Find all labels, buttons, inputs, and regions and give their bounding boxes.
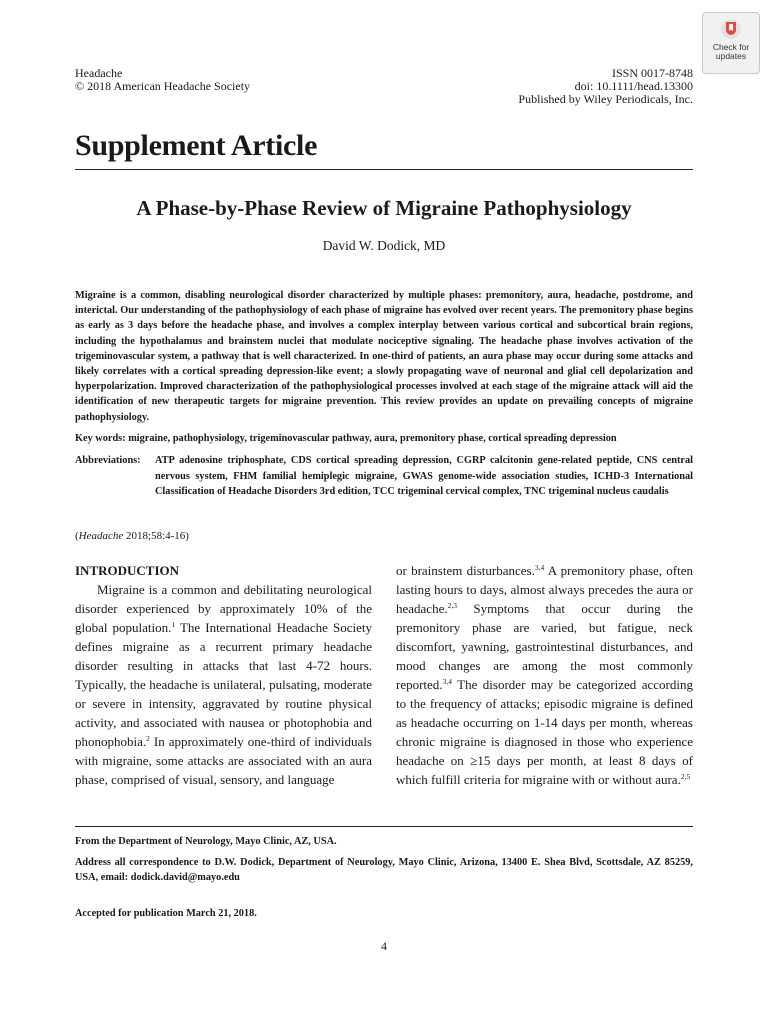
ref-superscript[interactable]: 3,4 xyxy=(442,677,452,686)
correspondence-note: Address all correspondence to D.W. Dodick, Department of Neurology, Mayo Clinic, Arizona, 13400 E. Shea Blvd, Scottsdale, AZ 85259, USA, email: dodick.david@mayo.edu xyxy=(75,857,693,883)
text-run: Symptoms that occur during the premonitory phase are varied, but fatigue, neck discomfort, yawning, gastrointestinal disturbances, and mood changes are among the most commonly reported. xyxy=(396,601,693,692)
ref-superscript[interactable]: 2,3 xyxy=(447,601,457,610)
running-header-right xyxy=(518,67,693,106)
abbreviations-text: ATP adenosine triphosphate, CDS cortical spreading depression, CGRP calcitonin gene-related peptide, CNS central nervous system, FHM familial hemiplegic migraine, GWAS genome-wide association studies, ICHD-3 International Classification of Headache Disorders 3rd edition, TCC trigeminal cervical complex, TNC trigeminal nucleus caudalis xyxy=(155,455,693,497)
accepted-note: Accepted for publication March 21, 2018. xyxy=(75,908,257,919)
body-column-left xyxy=(75,561,372,789)
check-for-updates-badge[interactable] xyxy=(702,12,760,74)
running-header-left xyxy=(75,67,250,93)
citation-ref: 2018;58:4-16) xyxy=(123,530,189,542)
article-title: A Phase-by-Phase Review of Migraine Pathophysiology xyxy=(136,196,632,220)
text-run: The disorder may be categorized according to the frequency of attacks; episodic migraine is defined as headache occurring on 1-14 days per month, whereas chronic migraine is diagnosed in those who experience headache on ≥15 days per month, at least 8 days of which fulfill criteria for migraine with or without aura. xyxy=(396,677,693,787)
footnote-rule xyxy=(75,826,693,827)
text-run: Migraine is a common and debilitating neurological disorder experienced by approximately 10% of the global population. xyxy=(75,582,372,635)
ref-superscript[interactable]: 2 xyxy=(146,734,150,743)
ref-superscript[interactable]: 1 xyxy=(171,620,176,629)
keywords xyxy=(75,431,693,446)
abbreviations-label: Abbreviations: xyxy=(75,455,141,466)
text-run: or brainstem disturbances. xyxy=(396,563,535,578)
affiliation-note: From the Department of Neurology, Mayo Clinic, AZ, USA. xyxy=(75,836,337,847)
section-label: Supplement Article xyxy=(75,129,318,162)
title-rule xyxy=(75,169,693,170)
section-heading-introduction: INTRODUCTION xyxy=(75,563,180,578)
abbreviations xyxy=(75,453,693,500)
citation-open: ( xyxy=(75,530,79,542)
intro-paragraph-1-continued xyxy=(396,561,693,789)
badge-label-line2: updates xyxy=(715,51,747,61)
publisher: Published by Wiley Periodicals, Inc. xyxy=(518,92,693,106)
text-run: In approximately one-third of individuals with migraine, some attacks are associated with an aura phase, comprised of visual, sensory, and language xyxy=(75,734,372,787)
doi[interactable]: doi: 10.1111/head.13300 xyxy=(574,79,693,93)
abstract: Migraine is a common, disabling neurological disorder characterized by multiple phases: premonitory, aura, headache, postdrome, and interictal. Our understanding of the pathophysiology of each phase of migraine has evolved over recent years. The premonitory phase begins as early as 3 days before the headache phase, and involves a complex interplay between various cortical and subcortical brain regions, including the hypothalamus and brainstem nuclei that modulate nociceptive signaling. The headache phase involves activation of the trigeminovascular system, a pathway that is well characterized. In one-third of patients, an aura phase may occur during some attacks and likely correlates with a cortical spreading depression-like event; a slowly propagating wave of neuronal and glial cell depolarization and hyperpolarization. Improved characterization of the pathophysiological processes involved at each stage of the migraine attack will aid the identification of new therapeutic targets for migraine prevention. This review provides an update on prevailing concepts of migraine pathophysiology. xyxy=(75,290,693,423)
keywords-text: migraine, pathophysiology, trigeminovascular pathway, aura, premonitory phase, cortical spreading depression xyxy=(128,433,617,444)
ref-superscript[interactable]: 2,5 xyxy=(680,772,691,781)
body-column-right xyxy=(396,561,693,789)
issn: ISSN 0017-8748 xyxy=(611,66,693,80)
page-number: 4 xyxy=(381,939,387,953)
intro-paragraph-1 xyxy=(75,580,372,789)
text-run: The International Headache Society defines migraine as a recurrent primary headache disorder resulting in attacks that last 4-72 hours. Typically, the headache is unilateral, pulsating, moderate or severe in intensity, aggravated by routine physical activity, and associated with nausea or photophobia and phonophobia. xyxy=(75,620,372,749)
bookmark-seal-icon xyxy=(720,18,742,42)
journal-name: Headache xyxy=(75,66,123,80)
copyright-line: © 2018 American Headache Society xyxy=(75,79,251,93)
keywords-label: Key words: xyxy=(75,433,126,444)
citation-line xyxy=(75,529,189,543)
badge-label-line1: Check for xyxy=(712,42,750,52)
ref-superscript[interactable]: 3,4 xyxy=(534,563,545,572)
text-run: A premonitory phase, often lasting hours to days, almost always precedes the aura or headache. xyxy=(396,563,694,616)
author-name: David W. Dodick, MD xyxy=(322,238,446,253)
citation-journal: Headache xyxy=(78,530,124,542)
